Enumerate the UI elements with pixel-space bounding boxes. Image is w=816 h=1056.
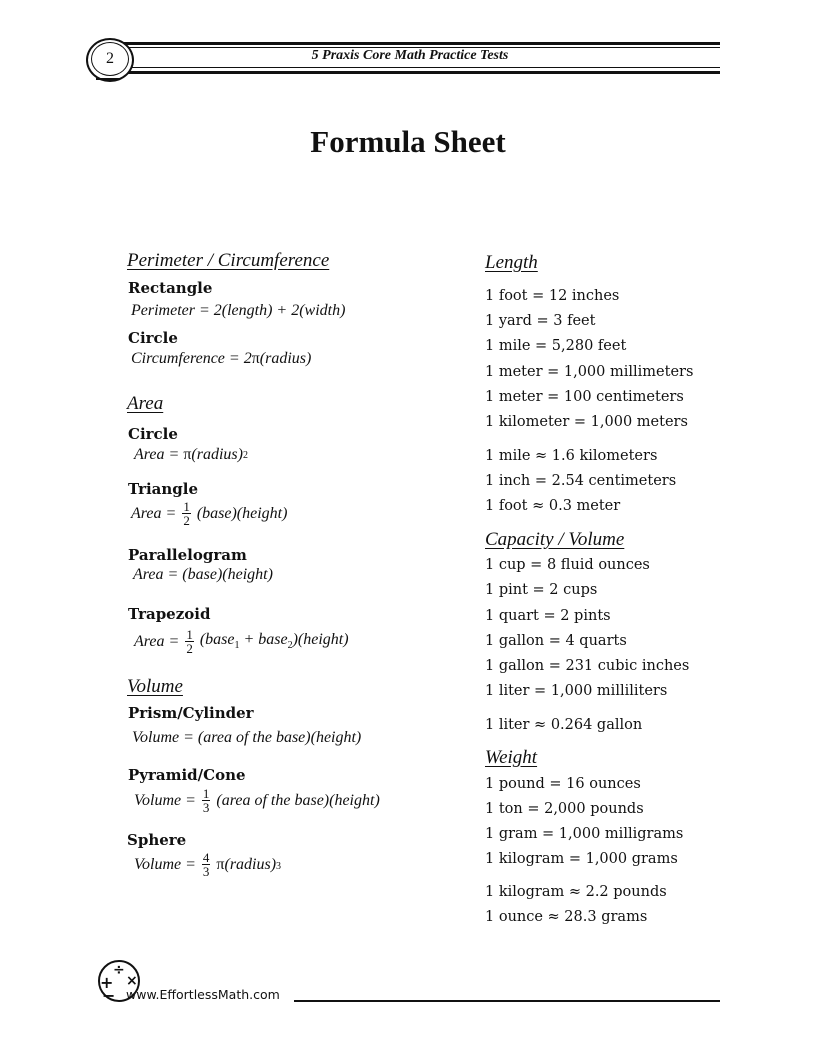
list-item: 1 pint = 2 cups	[485, 582, 598, 598]
list-item: 1 foot = 12 inches	[485, 288, 620, 304]
list-item: 1 liter ≈ 0.264 gallon	[485, 717, 643, 733]
section-volume-heading: Volume	[127, 676, 183, 697]
prism-cylinder-label: Prism/Cylinder	[128, 704, 254, 722]
header-rule-top	[98, 42, 720, 45]
list-item: 1 pound = 16 ounces	[485, 776, 641, 792]
list-item: 1 yard = 3 feet	[485, 313, 596, 329]
rectangle-perimeter-formula: Perimeter = 2(length) + 2(width)	[131, 302, 346, 319]
parallelogram-label: Parallelogram	[128, 546, 247, 564]
list-item: 1 meter = 100 centimeters	[485, 389, 684, 405]
section-capacity-heading: Capacity / Volume	[485, 529, 625, 550]
section-perimeter-heading: Perimeter / Circumference	[127, 250, 330, 271]
circumference-formula: Circumference = 2 π (radius)	[131, 350, 312, 367]
footer-rule	[294, 1000, 720, 1002]
list-item: 1 gallon = 231 cubic inches	[485, 658, 690, 674]
rectangle-label: Rectangle	[128, 279, 213, 297]
triangle-area-formula: Area = $\frac{1}{2}$ (base)(height)	[131, 499, 288, 528]
circle-label: Circle	[128, 329, 178, 347]
list-item: 1 mile ≈ 1.6 kilometers	[485, 448, 658, 464]
prism-volume-formula: Volume = (area of the base)(height)	[132, 729, 362, 746]
list-item: 1 ounce ≈ 28.3 grams	[485, 909, 648, 925]
book-title: 5 Praxis Core Math Practice Tests	[311, 48, 509, 63]
trapezoid-label: Trapezoid	[128, 605, 211, 623]
svg-text:÷: ÷	[113, 962, 125, 978]
triangle-label: Triangle	[128, 480, 199, 498]
area-circle-formula: Area = π (radius) 2	[134, 446, 248, 463]
trapezoid-area-formula: Area = $\frac{1}{2}$ (base$_1$ + base$_2$)(height)	[134, 627, 349, 656]
pyramid-volume-formula: Volume = $\frac{1}{3}$ (area of the base)(height)	[134, 786, 380, 815]
list-item: 1 kilometer = 1,000 meters	[485, 414, 688, 430]
page-title: Formula Sheet	[310, 124, 506, 159]
list-item: 1 mile = 5,280 feet	[485, 338, 627, 354]
list-item: 1 foot ≈ 0.3 meter	[485, 498, 621, 514]
section-weight-heading: Weight	[485, 747, 538, 768]
list-item: 1 inch = 2.54 centimeters	[485, 473, 677, 489]
section-area-heading: Area	[127, 393, 164, 414]
sphere-volume-formula: Volume = $\frac{4}{3}$ π (radius) 3	[134, 850, 282, 879]
pyramid-cone-label: Pyramid/Cone	[128, 766, 246, 784]
section-length-heading: Length	[485, 252, 538, 273]
footer-url: www.EffortlessMath.com	[126, 987, 280, 1002]
globe-stand	[96, 78, 120, 86]
svg-text:−: −	[102, 986, 116, 1004]
svg-text:×: ×	[126, 973, 138, 989]
list-item: 1 gallon = 4 quarts	[485, 633, 627, 649]
list-item: 1 liter = 1,000 milliliters	[485, 683, 668, 699]
list-item: 1 quart = 2 pints	[485, 608, 611, 624]
header-rule-bottom-thin	[98, 67, 720, 68]
list-item: 1 cup = 8 fluid ounces	[485, 557, 650, 573]
parallelogram-area-formula: Area = (base)(height)	[133, 566, 273, 583]
list-item: 1 meter = 1,000 millimeters	[485, 364, 694, 380]
list-item: 1 gram = 1,000 milligrams	[485, 826, 684, 842]
page-number: 2	[91, 42, 129, 76]
list-item: 1 kilogram = 1,000 grams	[485, 851, 678, 867]
list-item: 1 kilogram ≈ 2.2 pounds	[485, 884, 667, 900]
area-circle-label: Circle	[128, 425, 178, 443]
header-rule-bottom	[98, 71, 720, 74]
sphere-label: Sphere	[127, 831, 187, 849]
svg-text:+: +	[100, 973, 114, 992]
list-item: 1 ton = 2,000 pounds	[485, 801, 644, 817]
